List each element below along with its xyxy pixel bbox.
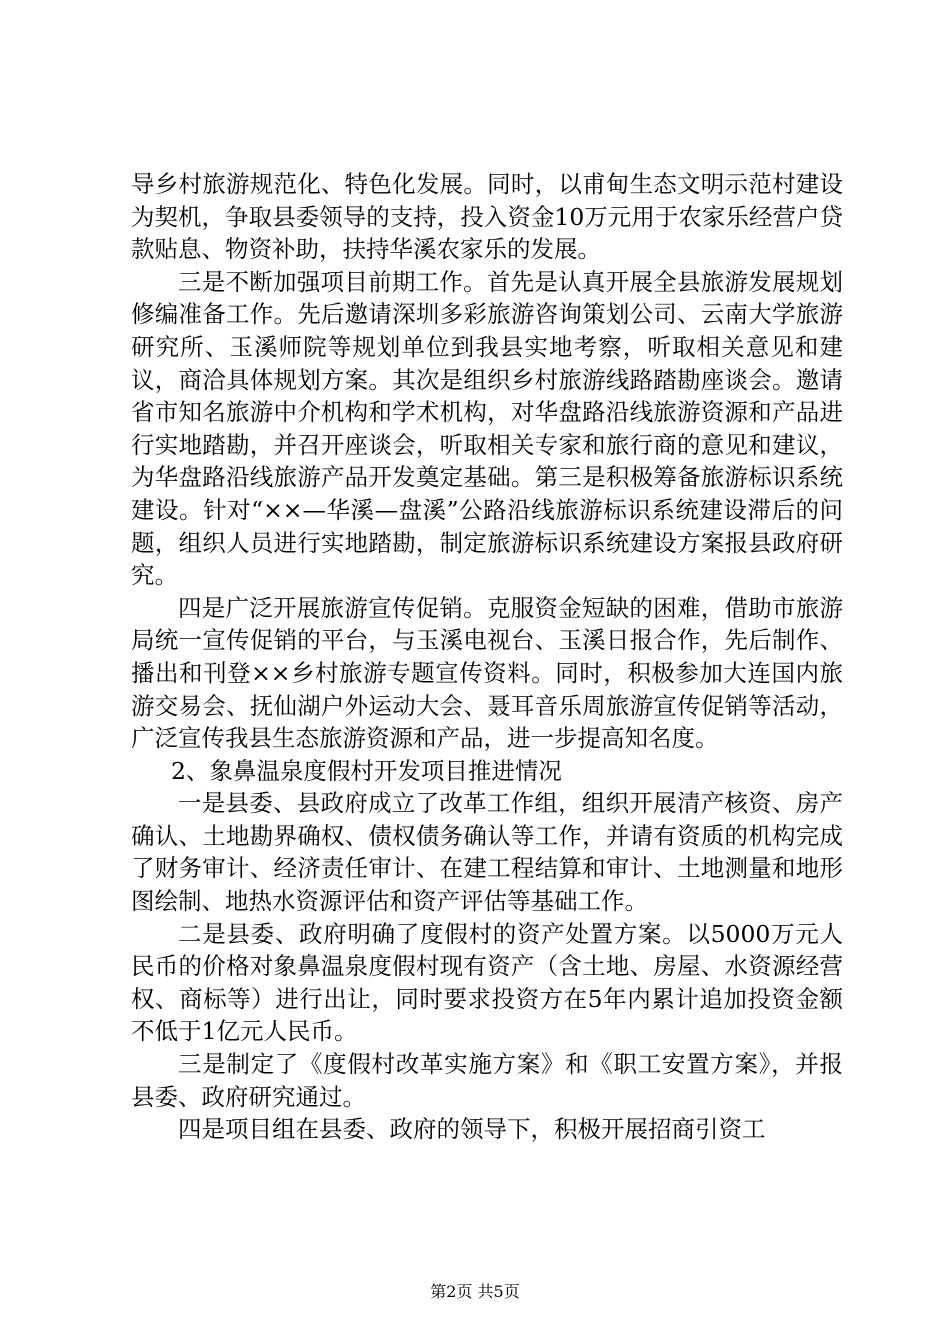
paragraph-project-preparation: 三是不断加强项目前期工作。首先是认真开展全县旅游发展规划修编准备工作。先后邀请深圳多彩旅游咨询策划公司、云南大学旅游研究所、玉溪师院等规划单位到我县实地考察，听取相关意见和建议，商洽具体规划方案。其次是组织乡村旅游线路踏勘座谈会。邀请省市知名旅游中介机构和学术机构，对华盘路沿线旅游资源和产品进行实地踏勘，并召开座谈会，听取相关专家和旅行商的意见和建议，为华盘路沿线旅游产品开发奠定基础。第三是积极筹备旅游标识系统建设。针对“××—华溪—盘溪”公路沿线旅游标识系统建设滞后的问题，组织人员进行实地踏勘，制定旅游标识系统建设方案报县政府研究。	[131, 267, 843, 590]
paragraph-investment-attraction: 四是项目组在县委、政府的领导下，积极开展招商引资工	[178, 1115, 766, 1144]
document-body	[131, 168, 843, 1146]
paragraph-reform-working-group: 一是县委、县政府成立了改革工作组，组织开展清产核资、房产确认、土地勘界确权、债权债务确认等工作，并请有资质的机构完成了财务审计、经济责任审计、在建工程结算和审计、土地测量和地形图绘制、地热水资源评估和资产评估等基础工作。	[131, 789, 843, 916]
paragraph-asset-disposal: 二是县委、政府明确了度假村的资产处置方案。以5000万元人民币的价格对象鼻温泉度假村现有资产（含土地、房屋、水资源经营权、商标等）进行出让，同时要求投资方在5年内累计追加投资金额不低于1亿元人民币。	[131, 919, 843, 1046]
section-heading-hot-spring-resort: 2、象鼻温泉度假村开发项目推进情况	[170, 756, 562, 785]
paragraph-rural-tourism-continued: 导乡村旅游规范化、特色化发展。同时，以甫甸生态文明示范村建设为契机，争取县委领导的支持，投入资金10万元用于农家乐经营户贷款贴息、物资补助，扶持华溪农家乐的发展。	[131, 170, 843, 264]
paragraph-tourism-promotion: 四是广泛开展旅游宣传促销。克服资金短缺的困难，借助市旅游局统一宣传促销的平台，与玉溪电视台、玉溪日报合作，先后制作、播出和刊登××乡村旅游专题宣传资料。同时，积极参加大连国内旅游交易会、抚仙湖户外运动大会、聂耳音乐周旅游宣传促销等活动，广泛宣传我县生态旅游资源和产品，进一步提高知名度。	[131, 593, 843, 753]
paragraph-reform-plans: 三是制定了《度假村改革实施方案》和《职工安置方案》，并报县委、政府研究通过。	[131, 1050, 843, 1111]
page-number-footer: 第2页 共5页	[430, 1282, 520, 1301]
